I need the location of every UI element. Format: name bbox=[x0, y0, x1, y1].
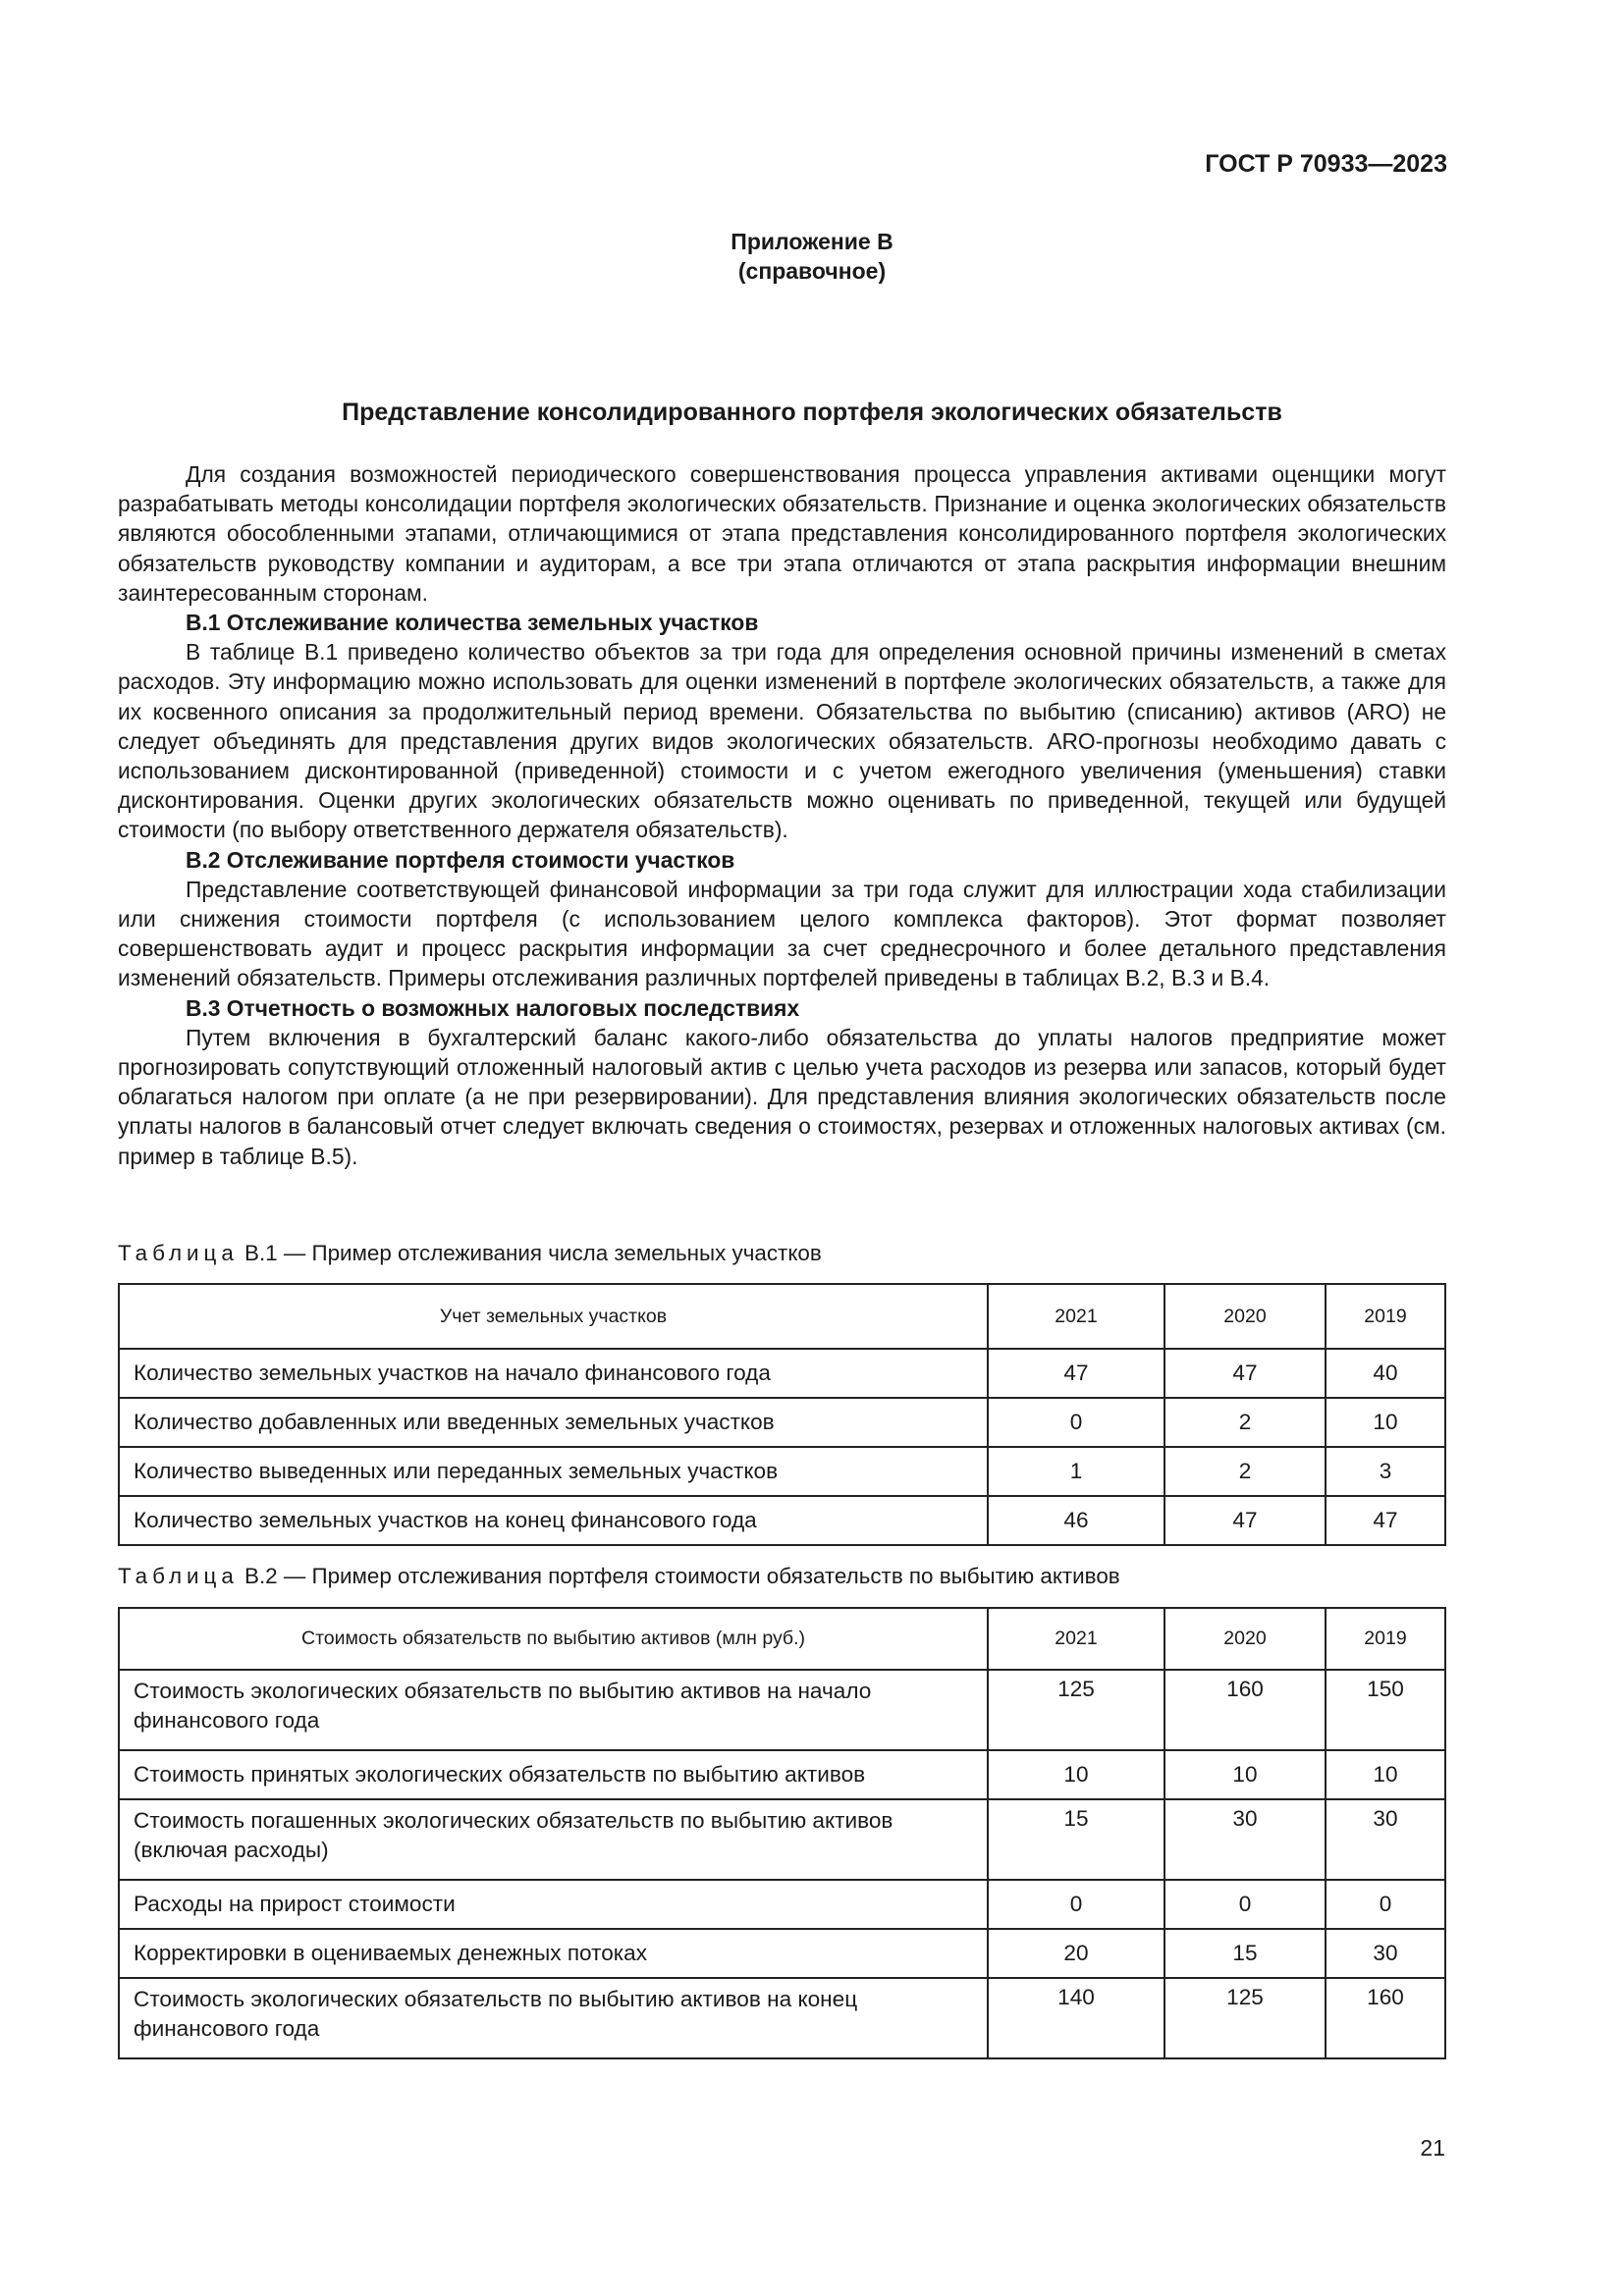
subsection-heading-b3: В.3 Отчетность о возможных налоговых последствиях bbox=[186, 994, 800, 1021]
subsection-heading-b1: В.1 Отслеживание количества земельных участков bbox=[186, 610, 759, 636]
table-cell: 0 bbox=[988, 1398, 1164, 1447]
table-cell: 125 bbox=[1164, 1978, 1326, 2058]
table-cell: Стоимость погашенных экологических обязательств по выбытию активов (включая расходы) bbox=[119, 1799, 988, 1880]
table-cell: 15 bbox=[988, 1799, 1164, 1880]
table-cell: 40 bbox=[1326, 1349, 1445, 1398]
table-cell: Корректировки в оцениваемых денежных потоках bbox=[119, 1929, 988, 1978]
table-cell: Количество добавленных или введенных земельных участков bbox=[119, 1398, 988, 1447]
table-cell: Количество земельных участков на начало финансового года bbox=[119, 1349, 988, 1398]
table-cell: 1 bbox=[988, 1447, 1164, 1496]
table-cell: 160 bbox=[1326, 1978, 1445, 2058]
table-row bbox=[119, 1978, 1445, 2058]
table-cell: 2 bbox=[1164, 1398, 1326, 1447]
table2-header-cell: Стоимость обязательств по выбытию активов (млн руб.) bbox=[119, 1608, 988, 1670]
table1-header-cell: 2019 bbox=[1326, 1284, 1445, 1349]
page-number: 21 bbox=[1420, 2135, 1445, 2161]
table1-caption bbox=[118, 1241, 822, 1266]
table-row bbox=[119, 1670, 1445, 1750]
table-cell: Стоимость принятых экологических обязательств по выбытию активов bbox=[119, 1750, 988, 1799]
table-cell: 30 bbox=[1326, 1929, 1445, 1978]
table-row bbox=[119, 1447, 1445, 1496]
table-row bbox=[119, 1349, 1445, 1398]
table2 bbox=[118, 1607, 1446, 2059]
table1-header-cell: 2020 bbox=[1164, 1284, 1326, 1349]
table-cell: 140 bbox=[988, 1978, 1164, 2058]
table2-header-row bbox=[119, 1608, 1445, 1670]
table1 bbox=[118, 1283, 1446, 1546]
table-cell: 0 bbox=[1326, 1880, 1445, 1929]
appendix-subtitle: (справочное) bbox=[737, 258, 887, 284]
table-cell: Количество земельных участков на конец финансового года bbox=[119, 1496, 988, 1545]
table-cell: 2 bbox=[1164, 1447, 1326, 1496]
table-cell: Расходы на прирост стоимости bbox=[119, 1880, 988, 1929]
table-cell: 0 bbox=[1164, 1880, 1326, 1929]
table2-header-cell: 2019 bbox=[1326, 1608, 1445, 1670]
table-cell: 47 bbox=[1164, 1496, 1326, 1545]
subsection-paragraph-b3: Путем включения в бухгалтерский баланс какого-либо обязательства до уплаты налогов предприятие может прогнозировать сопутствующий отложенный налоговый актив с целью учета расходов из резерва или запасов, который будет облагаться налогом при оплате (а не при резервировании). Для представления влияния экологических обязательств после уплаты налогов в балансовый отчет следует включать сведения о стоимостях, резервах и отложенных налоговых активах (см. пример в таблице В.5). bbox=[118, 1024, 1446, 1169]
table2-caption bbox=[118, 1564, 1120, 1589]
table-row bbox=[119, 1750, 1445, 1799]
table-cell: 30 bbox=[1326, 1799, 1445, 1880]
table-cell: 15 bbox=[1164, 1929, 1326, 1978]
table-cell: Стоимость экологических обязательств по выбытию активов на начало финансового года bbox=[119, 1670, 988, 1750]
table-cell: 10 bbox=[1164, 1750, 1326, 1799]
table-row bbox=[119, 1496, 1445, 1545]
subsection-heading-b2: В.2 Отслеживание портфеля стоимости участков bbox=[186, 846, 735, 873]
table1-caption-word: Таблица bbox=[118, 1241, 239, 1265]
appendix-title: Приложение В bbox=[731, 229, 893, 254]
table1-header-cell: 2021 bbox=[988, 1284, 1164, 1349]
intro-paragraph: Для создания возможностей периодического совершенствования процесса управления активами оценщики могут разрабатывать методы консолидации портфеля экологических обязательств. Признание и оценка экологических обязательств являются обособленными этапами, отличающимися от этапа представления консолидированного портфеля экологических обязательств руководству компании и аудиторам, а все три этапа отличаются от этапа раскрытия информации внешним заинтересованным сторонам. bbox=[118, 461, 1446, 606]
appendix-heading bbox=[0, 227, 1624, 286]
table-cell: 47 bbox=[988, 1349, 1164, 1398]
table-row bbox=[119, 1880, 1445, 1929]
table2-caption-word: Таблица bbox=[118, 1564, 239, 1588]
table-cell: 0 bbox=[988, 1880, 1164, 1929]
table-cell: 46 bbox=[988, 1496, 1164, 1545]
table2-caption-text: В.2 — Пример отслеживания портфеля стоимости обязательств по выбытию активов bbox=[244, 1564, 1120, 1588]
document-code: ГОСТ Р 70933—2023 bbox=[1205, 150, 1447, 178]
table-cell: 3 bbox=[1326, 1447, 1445, 1496]
table-cell: 150 bbox=[1326, 1670, 1445, 1750]
table-row bbox=[119, 1398, 1445, 1447]
table-cell: 10 bbox=[988, 1750, 1164, 1799]
subsection-paragraph-b1: В таблице В.1 приведено количество объектов за три года для определения основной причины изменений в сметах расходов. Эту информацию можно использовать для оценки изменений в портфеле экологических обязательств, а также для их косвенного описания за продолжительный период времени. Обязательства по выбытию (списанию) активов (ARO) не следует объединять для представления других видов экологических обязательств. ARO-прогнозы необходимо давать с использованием дисконтированной (приведенной) стоимости и с учетом ежегодного увеличения (уменьшения) ставки дисконтирования. Оценки других экологических обязательств можно оценивать по приведенной, текущей или будущей стоимости (по выбору ответственного держателя обязательств). bbox=[118, 639, 1446, 843]
table-cell: 20 bbox=[988, 1929, 1164, 1978]
table1-header-cell: Учет земельных участков bbox=[119, 1284, 988, 1349]
table-cell: 10 bbox=[1326, 1398, 1445, 1447]
table1-header-row bbox=[119, 1284, 1445, 1349]
table1-caption-text: В.1 — Пример отслеживания числа земельных участков bbox=[244, 1241, 822, 1265]
table-cell: Стоимость экологических обязательств по выбытию активов на конец финансового года bbox=[119, 1978, 988, 2058]
subsection-paragraph-b2: Представление соответствующей финансовой информации за три года служит для иллюстрации хода стабилизации или снижения стоимости портфеля (с использованием целого комплекса факторов). Этот формат позволяет совершенствовать аудит и процесс раскрытия информации за счет среднесрочного и более детального представления изменений обязательств. Примеры отслеживания различных портфелей приведены в таблицах В.2, В.3 и В.4. bbox=[118, 876, 1446, 991]
table-cell: Количество выведенных или переданных земельных участков bbox=[119, 1447, 988, 1496]
table-cell: 160 bbox=[1164, 1670, 1326, 1750]
table-row bbox=[119, 1929, 1445, 1978]
table-cell: 30 bbox=[1164, 1799, 1326, 1880]
table-cell: 10 bbox=[1326, 1750, 1445, 1799]
table2-header-cell: 2021 bbox=[988, 1608, 1164, 1670]
table2-header-cell: 2020 bbox=[1164, 1608, 1326, 1670]
table-cell: 47 bbox=[1326, 1496, 1445, 1545]
section-title: Представление консолидированного портфеля экологических обязательств bbox=[342, 399, 1282, 426]
table-cell: 47 bbox=[1164, 1349, 1326, 1398]
body-text bbox=[118, 459, 1446, 1171]
table-row bbox=[119, 1799, 1445, 1880]
table-cell: 125 bbox=[988, 1670, 1164, 1750]
